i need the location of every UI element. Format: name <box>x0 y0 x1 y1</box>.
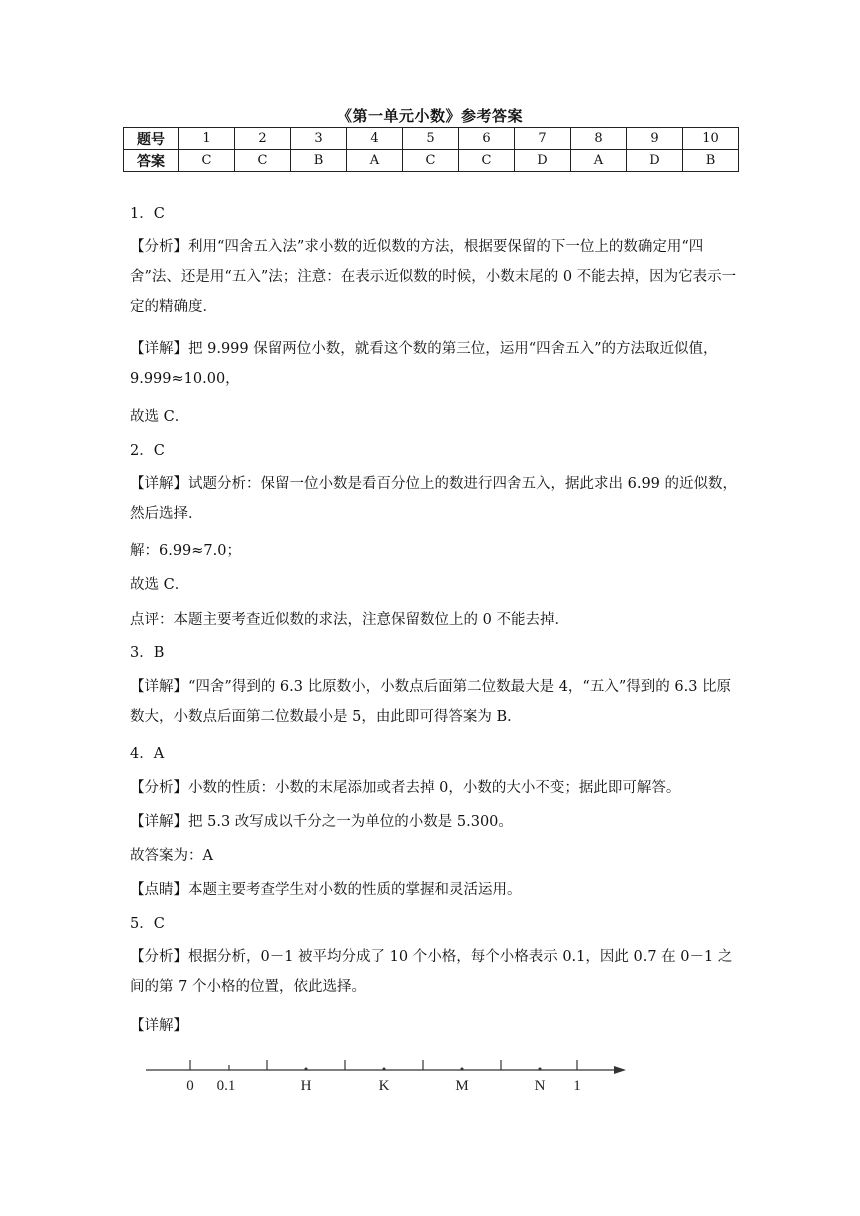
question-number: 4 <box>347 128 403 150</box>
question-number: 10 <box>683 128 739 150</box>
label-h: H <box>300 1078 312 1094</box>
q4-conclusion: 故答案为：A <box>130 848 213 864</box>
question-number: 8 <box>571 128 627 150</box>
analysis-tag: 【分析】 <box>130 239 188 255</box>
arrow-head-icon <box>614 1066 626 1074</box>
label-1: 1 <box>573 1078 581 1094</box>
question-number: 7 <box>515 128 571 150</box>
table-row-answers <box>124 150 739 172</box>
comment-tag: 【点睛】 <box>130 882 188 898</box>
point-k <box>383 1068 386 1071</box>
q2-conclusion: 故选 C． <box>130 577 190 593</box>
q5-detail-heading: 【详解】 <box>130 1018 188 1034</box>
q2-comment: 点评：本题主要考查近似数的求法，注意保留数位上的 0 不能去掉． <box>130 612 569 628</box>
q4-detail-text: 把 5.3 改写成以千分之一为单位的小数是 5.300。 <box>188 814 513 830</box>
detail-tag: 【详解】 <box>130 679 188 695</box>
q4-heading: 4．A <box>130 746 165 762</box>
q4-comment-text: 本题主要考查学生对小数的性质的掌握和灵活运用。 <box>188 882 522 898</box>
q1-detail-text: 把 9.999 保留两位小数，就看这个数的第三位，运用“四舍五入”的方法取近似值，9.999≈10.00， <box>130 341 718 387</box>
label-k: K <box>378 1078 390 1094</box>
q1-conclusion: 故选 C． <box>130 409 190 425</box>
question-number: 3 <box>291 128 347 150</box>
analysis-tag: 【分析】 <box>130 949 188 965</box>
answer-cell: C <box>179 150 235 172</box>
detail-tag: 【详解】 <box>130 814 188 830</box>
analysis-tag: 【分析】 <box>130 780 188 796</box>
q1-detail <box>130 334 740 394</box>
answer-cell: A <box>571 150 627 172</box>
detail-tag: 【详解】 <box>130 476 188 492</box>
table-row-numbers <box>124 128 739 150</box>
q2-detail-text: 试题分析：保留一位小数是看百分位上的数进行四舍五入，据此求出 6.99 的近似数，然后选择． <box>130 476 738 522</box>
answer-cell: C <box>235 150 291 172</box>
label-0: 0 <box>186 1078 194 1094</box>
header-answer: 答案 <box>124 150 179 172</box>
q2-solution: 解：6.99≈7.0； <box>130 543 241 559</box>
q3-heading: 3．B <box>130 645 165 661</box>
answer-cell: B <box>291 150 347 172</box>
q5-analysis <box>130 942 740 1002</box>
answer-cell: B <box>683 150 739 172</box>
answer-cell: D <box>515 150 571 172</box>
answer-cell: C <box>459 150 515 172</box>
question-number: 9 <box>627 128 683 150</box>
answer-cell: D <box>627 150 683 172</box>
q4-analysis-text: 小数的性质：小数的末尾添加或者去掉 0，小数的大小不变；据此即可解答。 <box>188 780 681 796</box>
question-number: 1 <box>179 128 235 150</box>
q4-detail <box>130 812 740 832</box>
point-h <box>305 1068 308 1071</box>
point-m <box>461 1068 464 1071</box>
point-n <box>539 1068 542 1071</box>
header-question-number: 题号 <box>124 128 179 150</box>
q1-analysis <box>130 232 740 322</box>
q1-analysis-text: 利用“四舍五入法”求小数的近似数的方法，根据要保留的下一位上的数确定用“四舍”法、还是用“五入”法；注意：在表示近似数的时候，小数末尾的 0 不能去掉，因为它表示一定的精确度． <box>130 239 737 315</box>
answer-cell: C <box>403 150 459 172</box>
q5-analysis-text: 根据分析，0－1 被平均分成了 10 个小格，每个小格表示 0.1，因此 0.7 在 0－1 之间的第 7 个小格的位置，依此选择。 <box>130 949 733 995</box>
q2-detail <box>130 469 740 529</box>
number-line-diagram <box>140 1050 640 1100</box>
label-0-1: 0.1 <box>216 1078 236 1094</box>
label-n: N <box>534 1078 546 1094</box>
q1-heading: 1．C <box>130 206 165 222</box>
question-number: 2 <box>235 128 291 150</box>
q3-detail <box>130 672 740 732</box>
q4-comment <box>130 880 740 900</box>
label-m: M <box>455 1078 469 1094</box>
q4-analysis <box>130 778 740 798</box>
q2-heading: 2．C <box>130 443 165 459</box>
q5-heading: 5．C <box>130 916 165 932</box>
answer-table <box>123 127 739 172</box>
detail-tag: 【详解】 <box>130 341 188 357</box>
page-title: 《第一单元小数》参考答案 <box>336 107 523 125</box>
answer-cell: A <box>347 150 403 172</box>
question-number: 6 <box>459 128 515 150</box>
q3-detail-text: “四舍”得到的 6.3 比原数小，小数点后面第二位数最大是 4，“五入”得到的 6.3 比原数大，小数点后面第二位数最小是 5，由此即可得答案为 B． <box>130 679 732 725</box>
question-number: 5 <box>403 128 459 150</box>
